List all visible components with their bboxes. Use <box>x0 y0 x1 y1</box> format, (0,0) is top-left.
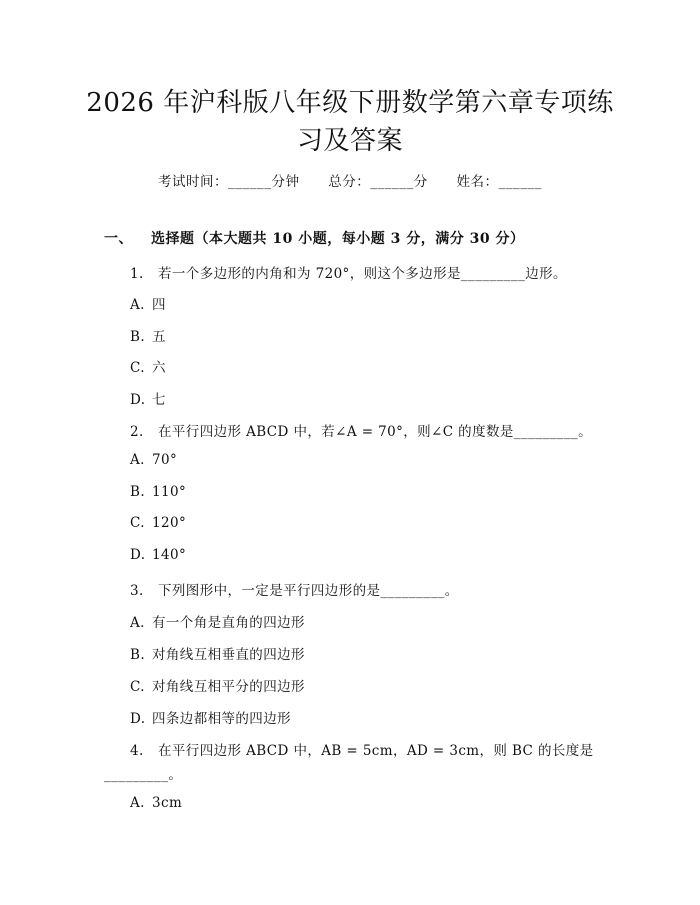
option-letter: A. <box>130 452 145 468</box>
q3-option-d <box>130 707 291 727</box>
question-1 <box>130 262 567 282</box>
option-letter: C. <box>130 515 145 531</box>
q3-option-c <box>130 675 305 695</box>
option-text: 70° <box>152 452 178 468</box>
title-line-2: 习及答案 <box>296 126 403 156</box>
question-text: 若一个多边形的内角和为 720°，则这个多边形是_________边形。 <box>158 266 567 282</box>
q2-option-d <box>130 547 186 563</box>
option-text: 四条边都相等的四边形 <box>152 711 291 727</box>
section-number: 一、 <box>104 231 133 247</box>
option-letter: C. <box>130 679 145 695</box>
option-letter: D. <box>130 711 146 727</box>
option-letter: C. <box>130 360 145 376</box>
q4-option-a <box>130 795 182 811</box>
question-text: 在平行四边形 ABCD 中，AB = 5cm，AD = 3cm，则 BC 的长度是 <box>158 743 594 759</box>
q1-option-a <box>130 293 166 313</box>
option-text: 五 <box>152 329 166 345</box>
q3-option-a <box>130 611 305 631</box>
question-4 <box>130 739 594 759</box>
option-text: 140° <box>152 547 187 563</box>
q2-option-c <box>130 515 186 531</box>
question-3 <box>130 579 459 599</box>
option-text: 七 <box>152 392 166 408</box>
exam-time-field: 考试时间：______分钟 <box>157 174 300 190</box>
option-text: 对角线互相平分的四边形 <box>152 679 305 695</box>
option-text: 对角线互相垂直的四边形 <box>152 647 305 663</box>
option-letter: B. <box>130 329 146 345</box>
option-text: 有一个角是直角的四边形 <box>152 615 305 631</box>
section-label: 选择题（本大题共 10 小题，每小题 3 分，满分 30 分） <box>151 231 525 247</box>
question-4-continuation: _________。 <box>104 767 183 783</box>
student-name-field: 姓名：______ <box>456 174 543 190</box>
option-letter: A. <box>130 795 145 811</box>
q2-option-a <box>130 452 177 468</box>
question-number: 1. <box>130 266 144 282</box>
title-line-1: 2026 年沪科版八年级下册数学第六章专项练 <box>86 88 614 118</box>
q1-option-c <box>130 356 166 376</box>
option-letter: B. <box>130 647 146 663</box>
section-heading <box>104 228 524 248</box>
question-text: 下列图形中，一定是平行四边形的是_________。 <box>158 583 459 599</box>
exam-meta <box>0 170 700 190</box>
option-text: 120° <box>152 515 187 531</box>
question-number: 3. <box>130 583 144 599</box>
option-letter: D. <box>130 547 146 563</box>
question-2 <box>130 420 592 440</box>
option-letter: A. <box>130 297 145 313</box>
option-text: 3cm <box>152 795 183 811</box>
option-letter: A. <box>130 615 145 631</box>
q1-option-b <box>130 325 166 345</box>
option-letter: D. <box>130 392 146 408</box>
question-number: 4. <box>130 743 144 759</box>
q3-option-b <box>130 643 305 663</box>
q2-option-b <box>130 484 186 500</box>
option-letter: B. <box>130 484 146 500</box>
option-text: 四 <box>152 297 166 313</box>
option-text: 110° <box>152 484 187 500</box>
page-title <box>60 84 640 160</box>
total-score-field: 总分：______分 <box>328 174 428 190</box>
q1-option-d <box>130 388 166 408</box>
option-text: 六 <box>152 360 166 376</box>
question-text: 在平行四边形 ABCD 中，若∠A = 70°，则∠C 的度数是_________。 <box>158 424 593 440</box>
question-number: 2. <box>130 424 144 440</box>
